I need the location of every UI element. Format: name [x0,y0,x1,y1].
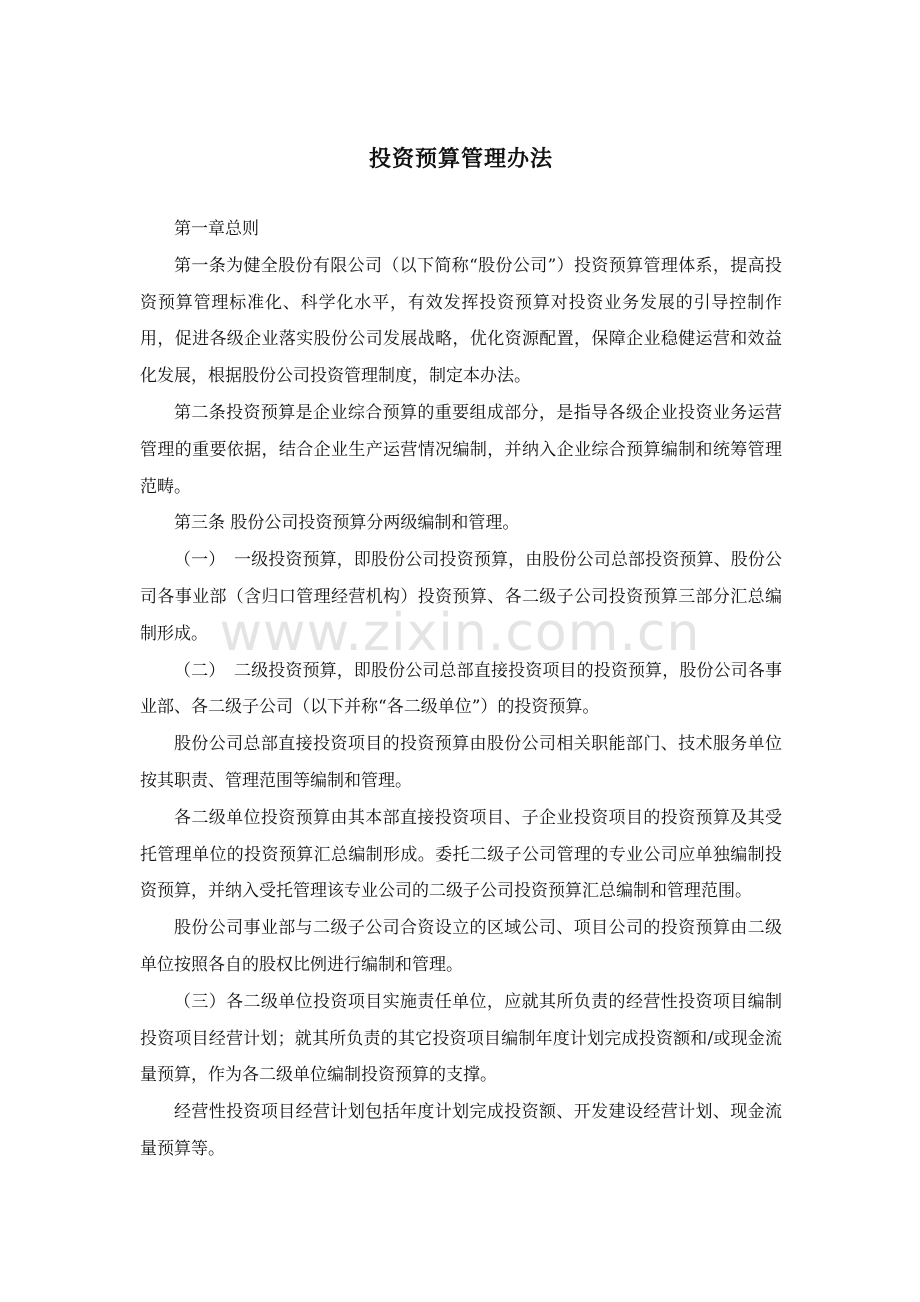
joint-venture-budget-paragraph: 股份公司事业部与二级子公司合资设立的区域公司、项目公司的投资预算由二级单位按照各自的股权比例进行编制和管理。 [140,918,782,975]
article-1-paragraph: 第一条为健全股份有限公司（以下简称“股份公司”）投资预算管理体系，提高投资预算管理标准化、科学化水平，有效发挥投资预算对投资业务发展的引导控制作用，促进各级企业落实股份公司发展战略，优化资源配置，保障企业稳健运营和效益化发展，根据股份公司投资管理制度，制定本办法。 [140,255,782,387]
article-3-paragraph: 第三条 股份公司投资预算分两级编制和管理。 [174,513,520,534]
secondary-unit-budget-paragraph: 各二级单位投资预算由其本部直接投资项目、子企业投资项目的投资预算及其受托管理单位的投资预算汇总编制形成。委托二级子公司管理的专业公司应单独编制投资预算，并纳入受托管理该专业公司的二级子公司投资预算汇总编制和管理范围。 [140,807,782,902]
chapter-heading: 第一章总则 [174,219,259,239]
clause-3-paragraph: （三）各二级单位投资项目实施责任单位，应就其所负责的经营性投资项目编制投资项目经营计划；就其所负责的其它投资项目编制年度计划完成投资额和/或现金流量预算，作为各二级单位编制投资预算的支撑。 [140,991,782,1086]
document-title: 投资预算管理办法 [368,147,553,172]
operating-plan-paragraph: 经营性投资项目经营计划包括年度计划完成投资额、开发建设经营计划、现金流量预算等。 [140,1102,782,1159]
clause-2-paragraph: （二） 二级投资预算，即股份公司总部直接投资项目的投资预算，股份公司各事业部、各二级子公司（以下并称“各二级单位”）的投资预算。 [140,660,782,718]
hq-budget-paragraph: 股份公司总部直接投资项目的投资预算由股份公司相关职能部门、技术服务单位按其职责、管理范围等编制和管理。 [140,734,782,791]
watermark-text: www.zixin.com.cn [219,603,701,663]
article-2-paragraph: 第二条投资预算是企业综合预算的重要组成部分，是指导各级企业投资业务运营管理的重要依据，结合企业生产运营情况编制，并纳入企业综合预算编制和统筹管理范畴。 [140,402,782,497]
clause-1-paragraph: （一） 一级投资预算，即股份公司投资预算，由股份公司总部投资预算、股份公司各事业部（含归口管理经营机构）投资预算、各二级子公司投资预算三部分汇总编制形成。 [140,550,782,644]
document-body [140,140,782,1168]
